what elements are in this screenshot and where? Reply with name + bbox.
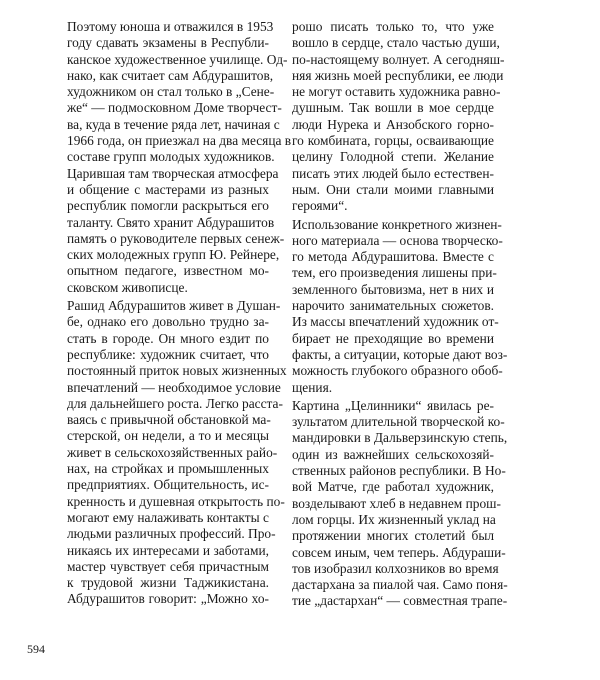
- text-line: бирает не преходящие во времени: [292, 330, 494, 346]
- text-line: бе, однако его довольно трудно за-: [67, 314, 269, 330]
- text-line: Использование конкретного жизнен-: [292, 216, 502, 232]
- text-line: Поэтому юноша и отважился в 1953: [67, 19, 274, 34]
- text-line: 1966 года, он приезжал на два месяца в: [67, 133, 292, 149]
- text-line: ственных районов республики. В Но-: [292, 463, 506, 479]
- text-line: писать этих людей было естествен-: [292, 165, 494, 181]
- text-line: таланту. Свято хранит Абдурашитов: [67, 214, 275, 230]
- text-line: для дальнейшего роста. Легко расста-: [67, 395, 283, 411]
- text-line: тем, его произведения лишены при-: [292, 265, 497, 281]
- text-line: ваясь с привычной обстановкой ма-: [67, 412, 271, 428]
- text-line: зультатом длительной творческой ко-: [292, 414, 505, 430]
- text-line: душным. Так вошли в мое сердце: [292, 100, 494, 116]
- text-line: вой Матче, где работал художник,: [292, 479, 494, 495]
- text-line: к трудовой жизни Таджикистана.: [67, 575, 269, 591]
- paragraph: [292, 19, 505, 215]
- text-line: стать в городе. Он много ездит по: [67, 330, 269, 346]
- text-line: протяжении многих столетий был: [292, 528, 494, 544]
- text-line: Рашид Абдурашитов живет в Душан-: [67, 298, 281, 314]
- text-line: мастер чувствует себя причастным: [67, 558, 269, 574]
- paragraph: [67, 298, 287, 608]
- text-line: один из важнейших сельскохозяй-: [292, 446, 494, 462]
- text-line: составе групп молодых художников.: [67, 149, 275, 165]
- text-line: Абдурашитов говорит: „Можно хо-: [67, 591, 269, 607]
- paragraph: [292, 216, 508, 396]
- text-line: живет в сельскохозяйственных райо-: [67, 444, 278, 460]
- text-line: году сдавать экзамены в Республи-: [67, 35, 269, 51]
- text-line: впечатлений — необходимое условие: [67, 379, 281, 395]
- text-line: республик помогли раскрыться его: [67, 198, 269, 214]
- text-line: люди Нурека и Анзобского горно-: [292, 116, 494, 132]
- text-line: факты, а ситуации, которые дают воз-: [292, 346, 508, 362]
- text-line: героями“.: [292, 198, 348, 214]
- text-line: никаясь их интересами и заботами,: [67, 542, 269, 558]
- text-line: ного материала — основа творческо-: [292, 232, 503, 248]
- text-line: могают ему налаживать контакты с: [67, 509, 269, 525]
- text-line: канское художественное училище. Од-: [67, 51, 288, 67]
- text-line: кренность и душевная открытость по-: [67, 493, 285, 509]
- text-line: мандировки в Дальверзинскую степь,: [292, 430, 508, 446]
- text-line: ских молодежных групп Ю. Рейнере,: [67, 247, 280, 263]
- text-line: нарочито занимательных сюжетов.: [292, 298, 494, 314]
- text-line: рошо писать только то, что уже: [292, 19, 494, 34]
- text-line: щения.: [292, 379, 333, 395]
- text-line: возделывают хлеб в недавнем прош-: [292, 495, 501, 511]
- text-line: же“ — подмосковном Доме творчест-: [67, 100, 282, 116]
- text-line: земленного бытовизма, нет в них и: [292, 281, 494, 297]
- text-line: людьми различных профессий. Про-: [67, 526, 276, 542]
- text-line: го метода Абдурашитова. Вместе с: [292, 249, 494, 265]
- text-line: Картина „Целинники“ явилась ре-: [292, 397, 494, 413]
- text-line: нах, на стройках и промышленных: [67, 461, 269, 477]
- text-line: опытном педагоге, известном мо-: [67, 263, 269, 279]
- text-line: ва, куда в течение ряда лет, начиная с: [67, 116, 280, 132]
- text-column-right: [292, 19, 508, 612]
- text-line: тов изобразил колхозников во время: [292, 560, 499, 576]
- text-line: и общение с мастерами из разных: [67, 181, 269, 197]
- text-line: память о руководителе первых сенеж-: [67, 230, 285, 246]
- text-line: вошло в сердце, стало частью души,: [292, 35, 500, 51]
- text-line: нако, как считает сам Абдурашитов,: [67, 67, 274, 83]
- text-line: Из массы впечатлений художник от-: [292, 314, 499, 330]
- page-number: 594: [27, 642, 45, 656]
- text-line: тие „дастархан“ — совместная трапе-: [292, 593, 508, 609]
- text-line: можность глубокого образного обоб-: [292, 363, 503, 379]
- text-line: совсем иным, чем теперь. Абдураши-: [292, 544, 506, 560]
- text-column-left: [67, 19, 292, 610]
- text-line: по-настоящему волнует. А сегодняш-: [292, 51, 505, 67]
- text-line: республике: художник считает, что: [67, 346, 269, 362]
- text-line: ным. Они стали моими главными: [292, 181, 494, 197]
- text-line: целину Голодной степи. Желание: [292, 149, 494, 165]
- text-line: сковском живописце.: [67, 279, 188, 295]
- text-line: постоянный приток новых жизненных: [67, 363, 287, 379]
- text-line: дастархана за пиалой чая. Само поня-: [292, 577, 508, 593]
- text-line: художником он стал только в „Сене-: [67, 84, 275, 100]
- text-line: го комбината, горцы, осваивающие: [292, 133, 494, 149]
- text-line: лом горцы. Их жизненный уклад на: [292, 511, 496, 527]
- text-line: предприятиях. Общительность, ис-: [67, 477, 269, 493]
- paragraph: [292, 397, 508, 610]
- paragraph: [67, 19, 292, 296]
- text-line: няя жизнь моей республики, ее люди: [292, 67, 504, 83]
- text-line: Царившая там творческая атмосфера: [67, 165, 279, 181]
- text-line: стерской, он недели, а то и месяцы: [67, 428, 269, 444]
- text-line: не могут оставить художника равно-: [292, 84, 501, 100]
